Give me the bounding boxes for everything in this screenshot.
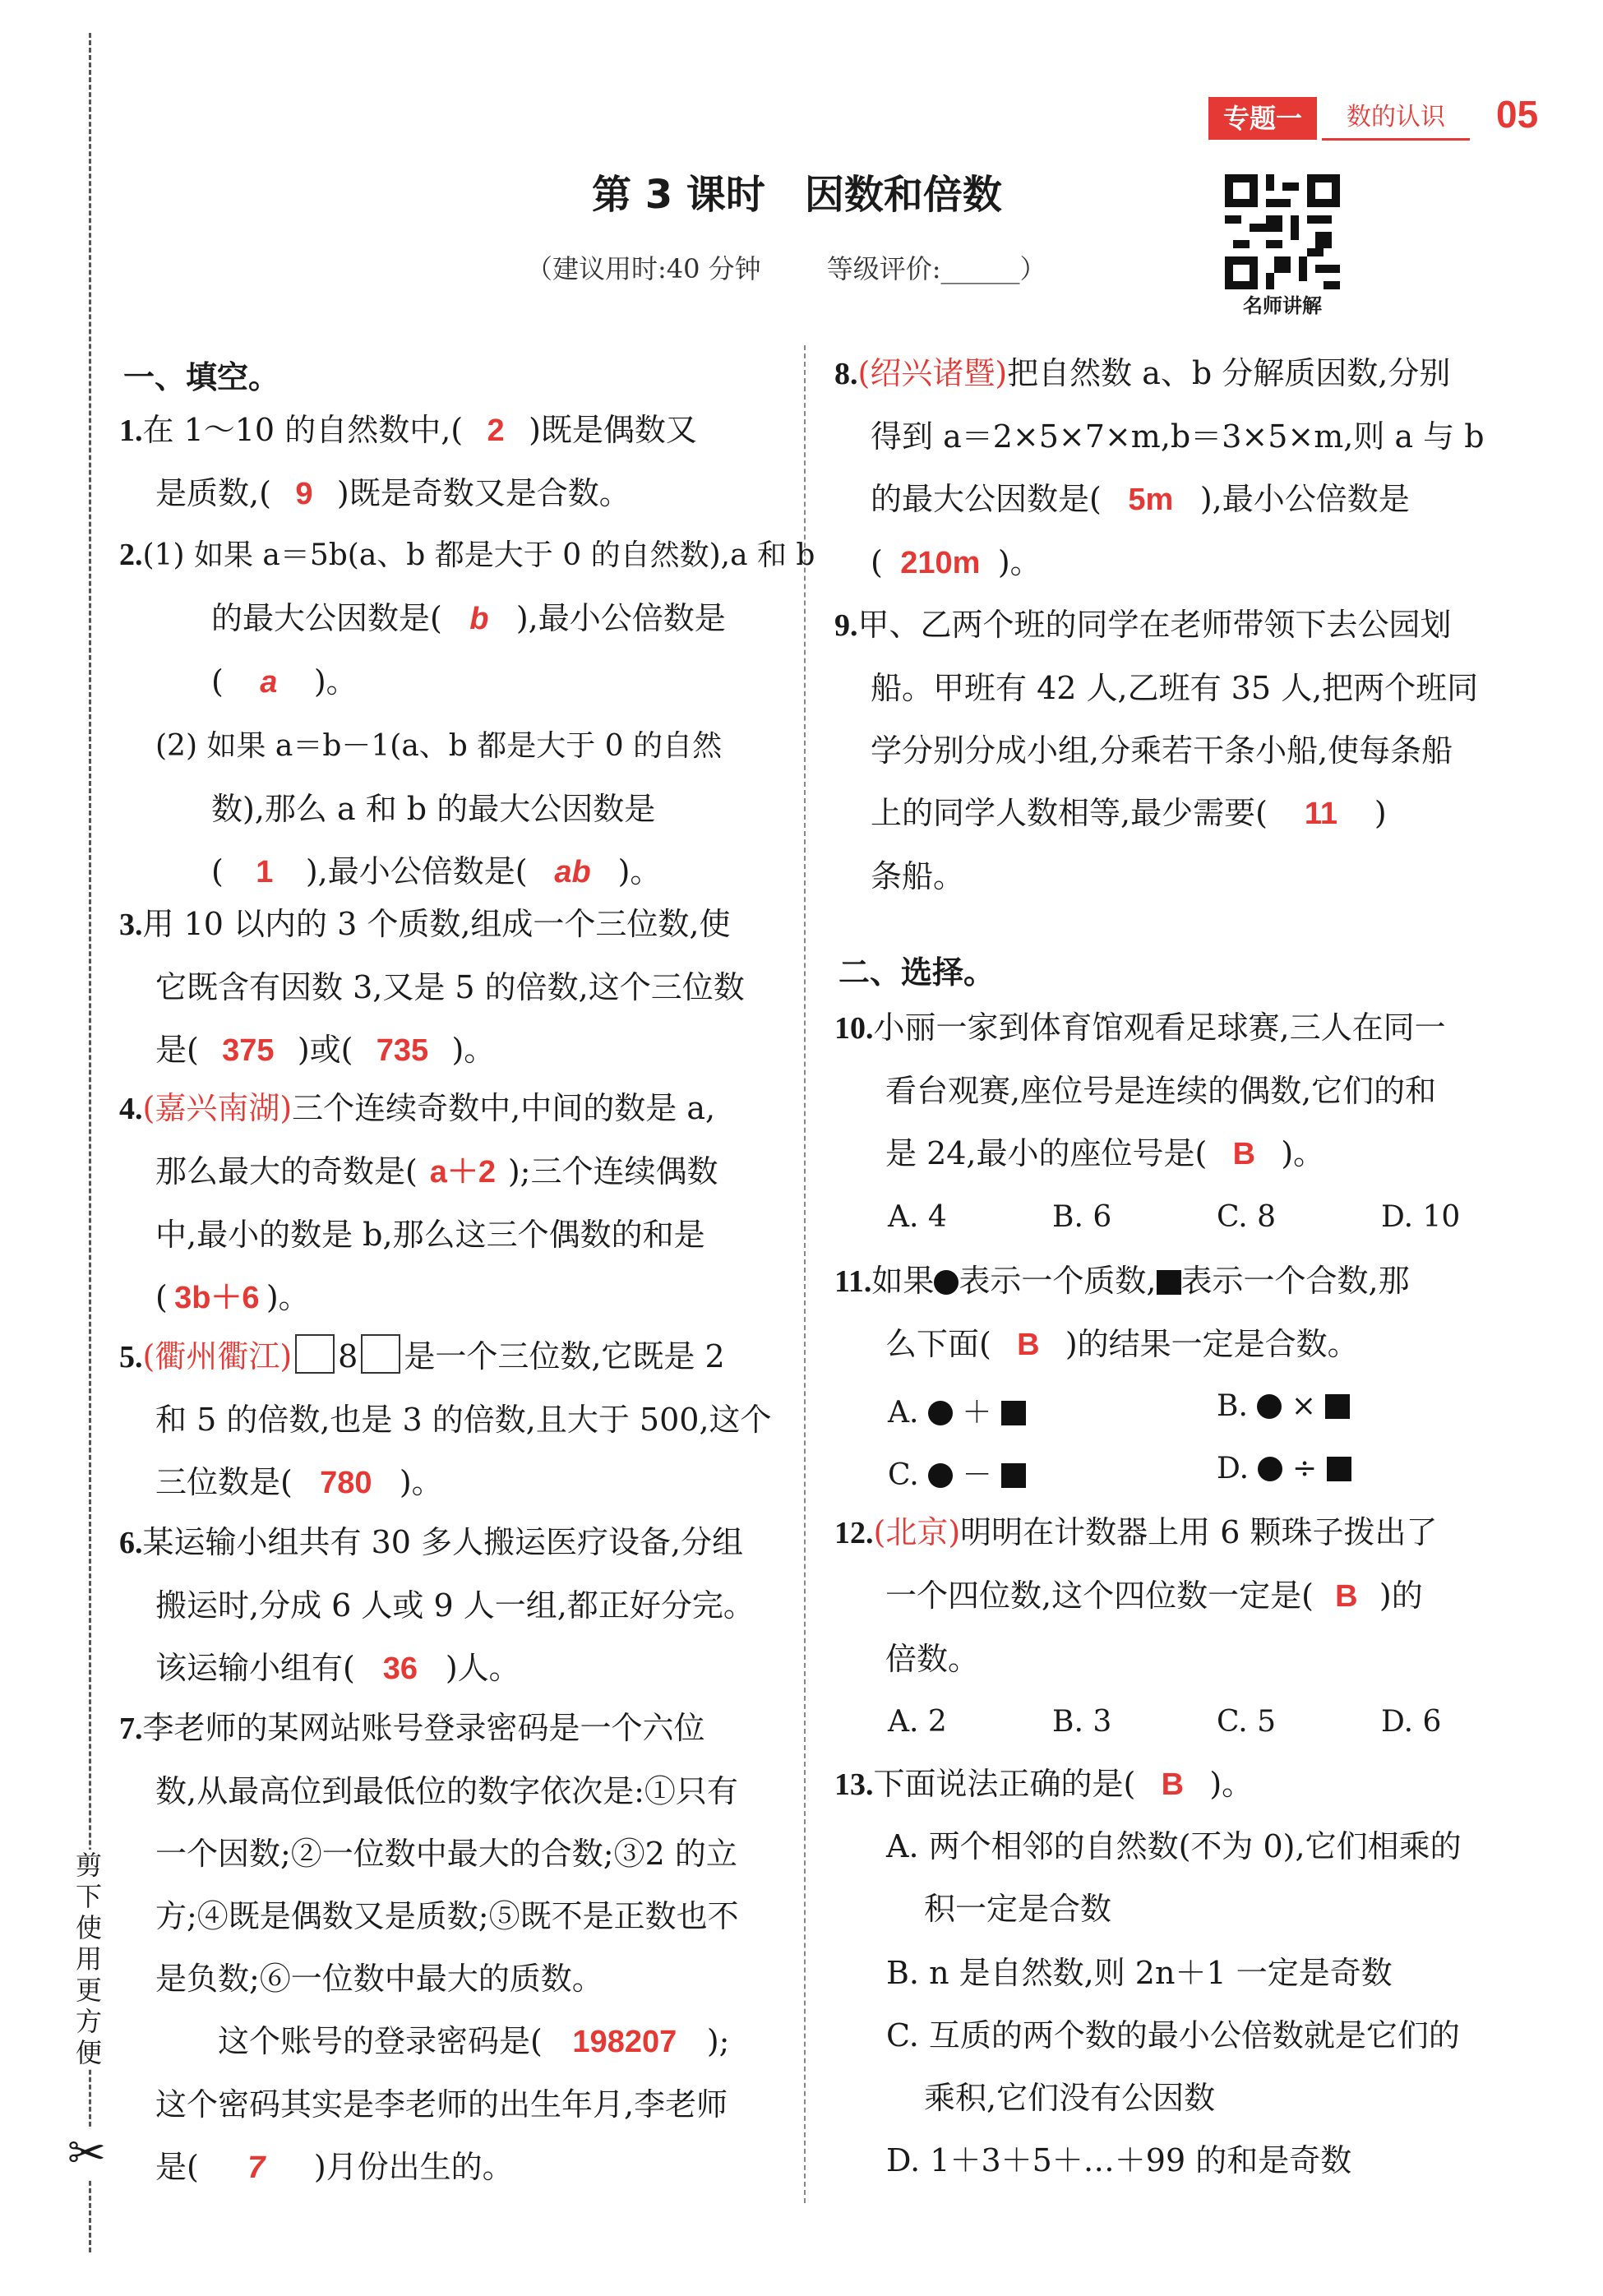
q11-option-c[interactable]: C. － <box>888 1452 1026 1494</box>
question-1: 1.在 1～10 的自然数中,( 2 )既是偶数又 是质数,( 9 )既是奇数又是合数。 <box>119 399 697 525</box>
question-6: 6.某运输小组共有 30 多人搬运医疗设备,分组 搬运时,分成 6 人或 9 人一组,都正好分完。 该运输小组有( 36 )人。 <box>119 1511 755 1700</box>
q9-number: 9. <box>834 608 858 643</box>
q11-option-d[interactable]: D. ÷ <box>1217 1452 1351 1485</box>
circle-icon <box>928 1401 953 1425</box>
time-hint: （建议用时:40 分钟 <box>526 253 761 284</box>
question-11: 11.如果 表示一个质数, 表示一个合数,那 么下面( B )的结果一定是合数。 <box>834 1250 1410 1376</box>
q12-option-a[interactable]: A. 2 <box>888 1705 947 1739</box>
q12-option-c[interactable]: C. 5 <box>1217 1705 1277 1739</box>
q4-answer-1[interactable]: a＋2 <box>429 1155 496 1190</box>
scissors-icon: ✂ <box>67 2127 106 2180</box>
q5-number: 5. <box>119 1340 143 1374</box>
question-4: 4.(嘉兴南湖)三个连续奇数中,中间的数是 a, 那么最大的奇数是( a＋2 );三个连续偶数 中,最小的数是 b,那么这三个偶数的和是 ( 3b＋6 )。 <box>119 1077 718 1329</box>
square-icon <box>1157 1270 1181 1295</box>
cut-instruction: 剪下使用更方便 <box>75 1850 102 2068</box>
square-icon <box>1327 1457 1351 1481</box>
q8-answer-1[interactable]: 5m <box>1128 483 1174 517</box>
section-multiple-choice: 二、选择。 <box>838 954 996 991</box>
question-3: 3.用 10 以内的 3 个质数,组成一个三位数,使 它既含有因数 3,又是 5 的倍数,这个三位数 是( 375 )或( 735 )。 <box>119 893 745 1082</box>
question-7: 7.李老师的某网站账号登录密码是一个六位 数,从最高位到最低位的数字依次是:①只有 一个因数;②一位数中最大的合数;③2 的立 方;④既是偶数又是质数;⑤既不是正数也不 是负数;⑥一位数中最大的质数。 这个账号的登录密码是( 198207 ); 这个密码其实是李老师的出生年月,李老师 是( 7 )月份出生的。 <box>119 1697 739 2199</box>
header-topic: 专题一 <box>1208 97 1317 140</box>
q3-number: 3. <box>119 908 143 942</box>
q9-answer-1[interactable]: 11 <box>1304 797 1337 831</box>
q4-answer-2[interactable]: 3b＋6 <box>174 1281 260 1315</box>
q11-option-b[interactable]: B. × <box>1217 1389 1350 1423</box>
q11-option-a[interactable]: A. ＋ <box>888 1389 1026 1431</box>
q13-number: 13. <box>834 1767 874 1802</box>
q1-answer-2[interactable]: 9 <box>295 477 313 511</box>
circle-icon <box>1257 1394 1282 1419</box>
lesson-meta <box>526 248 1046 286</box>
close-paren: ） <box>1019 253 1046 284</box>
q2-number: 2. <box>119 538 143 572</box>
q2-answer-1[interactable]: b <box>469 602 489 636</box>
q6-answer-1[interactable]: 36 <box>382 1652 418 1686</box>
header-subtitle: 数的认识 <box>1322 97 1470 141</box>
qr-code-icon[interactable] <box>1225 174 1340 289</box>
blank-box[interactable] <box>361 1334 400 1374</box>
q8-number: 8. <box>834 357 858 391</box>
circle-icon <box>1258 1457 1282 1481</box>
q12-option-d[interactable]: D. 6 <box>1381 1705 1442 1739</box>
circle-icon <box>928 1463 953 1488</box>
q10-option-a[interactable]: A. 4 <box>888 1200 947 1234</box>
q2-answer-2[interactable]: a <box>260 665 278 700</box>
question-12: 12.(北京)明明在计数器上用 6 颗珠子拨出了 一个四位数,这个四位数一定是( B )的 倍数。 <box>834 1514 1438 1677</box>
q7-answer-2[interactable]: 7 <box>247 2150 266 2185</box>
q7-answer-1[interactable]: 198207 <box>572 2025 677 2059</box>
qr-caption: 名师讲解 <box>1243 294 1322 317</box>
section-fill-blank: 一、填空。 <box>123 359 280 395</box>
square-icon <box>1325 1394 1350 1419</box>
q12-source: (北京) <box>873 1514 961 1550</box>
question-10: 10.小丽一家到体育馆观看足球赛,三人在同一 看台观赛,座位号是连续的偶数,它们的和 是 24,最小的座位号是( B )。 <box>834 996 1446 1185</box>
q12-option-b[interactable]: B. 3 <box>1052 1705 1112 1739</box>
q10-answer[interactable]: B <box>1232 1137 1256 1171</box>
page-title: 第 3 课时 因数和倍数 <box>592 172 1002 218</box>
q11-answer[interactable]: B <box>1017 1328 1040 1362</box>
square-icon <box>1001 1463 1026 1488</box>
q2-answer-3[interactable]: 1 <box>256 855 274 889</box>
circle-icon <box>934 1270 959 1295</box>
square-icon <box>1001 1401 1026 1425</box>
q10-option-d[interactable]: D. 10 <box>1381 1200 1461 1234</box>
q5-source: (衢州衢江) <box>142 1338 293 1374</box>
q8-source: (绍兴诸暨) <box>857 355 1008 391</box>
q12-number: 12. <box>834 1516 874 1550</box>
q13-answer[interactable]: B <box>1161 1767 1185 1802</box>
q5-answer-1[interactable]: 780 <box>320 1466 372 1500</box>
q10-number: 10. <box>834 1011 874 1046</box>
q3-answer-2[interactable]: 735 <box>376 1033 429 1068</box>
question-2: 2.(1) 如果 a＝5b(a、b 都是大于 0 的自然数),a 和 b 的最大公因数是( b ),最小公倍数是 ( a )。 (2) 如果 a＝b－1(a、b 都是大于 0 的自然 数),那么 a 和 b 的最大公因数是 ( 1 ),最小公倍数是( ab )。 <box>119 523 815 903</box>
q13-option-a[interactable]: A. 两个相邻的自然数(不为 0),它们相乘的 积一定是合数 <box>886 1828 1462 1927</box>
grade-label: 等级评价: <box>826 253 941 284</box>
q7-number: 7. <box>119 1712 143 1746</box>
q10-option-c[interactable]: C. 8 <box>1217 1200 1277 1234</box>
q11-number: 11. <box>834 1264 872 1299</box>
q4-number: 4. <box>119 1092 143 1126</box>
blank-box[interactable] <box>295 1334 335 1374</box>
q6-number: 6. <box>119 1526 143 1560</box>
q1-number: 1. <box>119 413 143 448</box>
question-5: 5.(衢州衢江) 8 是一个三位数,它既是 2 和 5 的倍数,也是 3 的倍数,且大于 500,这个 三位数是( 780 )。 <box>119 1325 772 1514</box>
grade-blank[interactable]: ______ <box>940 253 1020 284</box>
q2-answer-4[interactable]: ab <box>554 855 591 889</box>
q10-option-b[interactable]: B. 6 <box>1052 1200 1112 1234</box>
q3-answer-1[interactable]: 375 <box>222 1033 275 1068</box>
q8-answer-2[interactable]: 210m <box>900 546 981 580</box>
q13-option-b[interactable]: B. n 是自然数,则 2n＋1 一定是奇数 <box>886 1955 1393 1991</box>
page-number: 05 <box>1496 93 1539 136</box>
q12-answer[interactable]: B <box>1335 1579 1358 1614</box>
question-8: 8.(绍兴诸暨)把自然数 a、b 分解质因数,分别 得到 a＝2×5×7×m,b＝3×5×m,则 a 与 b 的最大公因数是( 5m ),最小公倍数是 ( 210m )。 <box>834 342 1485 594</box>
question-13: 13.下面说法正确的是( B )。 <box>834 1753 1253 1816</box>
q13-option-c[interactable]: C. 互质的两个数的最小公倍数就是它们的 乘积,它们没有公因数 <box>886 2017 1460 2116</box>
q4-source: (嘉兴南湖) <box>142 1090 293 1126</box>
q13-option-d[interactable]: D. 1＋3＋5＋…＋99 的和是奇数 <box>886 2142 1352 2178</box>
q1-answer-1[interactable]: 2 <box>487 413 505 448</box>
question-9: 9.甲、乙两个班的同学在老师带领下去公园划 船。甲班有 42 人,乙班有 35 人,把两个班同 学分别分成小组,分乘若干条小船,使每条船 上的同学人数相等,最少需要( 11 ) 条船。 <box>834 607 1479 894</box>
